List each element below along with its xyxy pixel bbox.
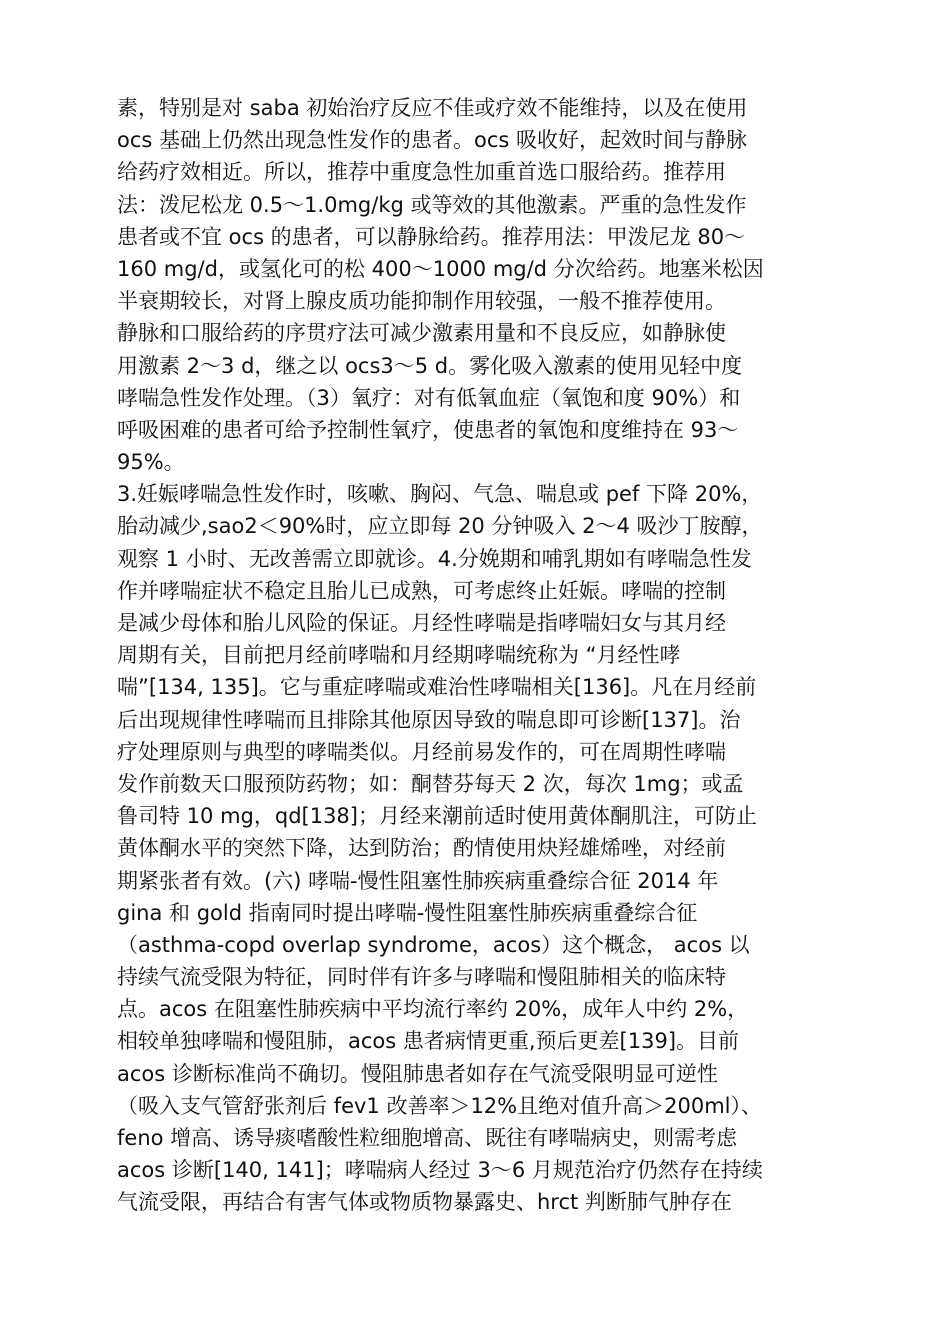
text-line: 法：泼尼松龙 0.5～1.0mg/kg 或等效的其他激素。严重的急性发作: [117, 192, 747, 217]
text-line: ocs 基础上仍然出现急性发作的患者。ocs 吸收好，起效时间与静脉: [117, 128, 748, 153]
text-line: 发作前数天口服预防药物；如：酮替芬每天 2 次，每次 1mg；或孟: [117, 771, 744, 796]
text-line: （asthma-copd overlap syndrome，acos）这个概念， acos 以: [117, 932, 750, 957]
text-line: acos 诊断[140, 141]；哮喘病人经过 3～6 月规范治疗仍然存在持续: [117, 1158, 763, 1183]
text-line: 气流受限，再结合有害气体或物质物暴露史、hrct 判断肺气肿存在: [117, 1190, 732, 1215]
text-line: 哮喘急性发作处理。（3）氧疗：对有低氧血症（氧饱和度 90%）和: [117, 385, 741, 410]
text-line: 胎动减少,sao2＜90%时，应立即每 20 分钟吸入 2～4 吸沙丁胺醇，: [117, 514, 763, 539]
text-line: 半衰期较长，对肾上腺皮质功能抑制作用较强，一般不推荐使用。: [117, 289, 726, 314]
text-line: 呼吸困难的患者可给予控制性氧疗，使患者的氧饱和度维持在 93～: [117, 417, 739, 442]
text-line: 观察 1 小时、无改善需立即就诊。4.分娩期和哺乳期如有哮喘急性发: [117, 546, 752, 571]
text-line: feno 增高、诱导痰嗜酸性粒细胞增高、既往有哮喘病史，则需考虑: [117, 1126, 738, 1150]
text-line: 持续气流受限为特征，同时伴有许多与哮喘和慢阻肺相关的临床特: [117, 965, 726, 990]
text-line: 相较单独哮喘和慢阻肺，acos 患者病情更重,预后更差[139]。目前: [117, 1029, 740, 1054]
text-line: （吸入支气管舒张剂后 fev1 改善率＞12%且绝对值升高＞200ml）、: [117, 1093, 762, 1118]
text-line: 黄体酮水平的突然下降，达到防治；酌情使用炔羟雄烯唑，对经前: [117, 836, 726, 861]
text-line: gina 和 gold 指南同时提出哮喘-慢性阻塞性肺疾病重叠综合征: [117, 900, 698, 925]
text-line: 素，特别是对 saba 初始治疗反应不佳或疗效不能维持，以及在使用: [117, 96, 748, 120]
text-line: 3.妊娠哮喘急性发作时，咳嗽、胸闷、气急、喘息或 pef 下降 20%，: [117, 482, 763, 507]
text-line: 喘”[134, 135]。它与重症哮喘或难治性哮喘相关[136]。凡在月经前: [117, 675, 757, 700]
text-line: 鲁司特 10 mg，qd[138]；月经来潮前适时使用黄体酮肌注，可防止: [117, 804, 757, 829]
text-line: 作并哮喘症状不稳定且胎儿已成熟，可考虑终止妊娠。哮喘的控制: [117, 578, 726, 603]
text-line: 患者或不宜 ocs 的患者，可以静脉给药。推荐用法：甲泼尼龙 80～: [117, 224, 746, 249]
text-line: 160 mg/d，或氢化可的松 400～1000 mg/d 分次给药。地塞米松因: [117, 256, 764, 281]
text-line: 疗处理原则与典型的哮喘类似。月经前易发作的，可在周期性哮喘: [117, 739, 726, 764]
text-line: 给药疗效相近。所以，推荐中重度急性加重首选口服给药。推荐用: [117, 160, 726, 185]
text-line: 用激素 2～3 d，继之以 ocs3～5 d。雾化吸入激素的使用见轻中度: [117, 353, 743, 378]
text-line: acos 诊断标准尚不确切。慢阻肺患者如存在气流受限明显可逆性: [117, 1061, 718, 1086]
body-text: [117, 92, 842, 1219]
text-line: 是减少母体和胎儿风险的保证。月经性哮喘是指哮喘妇女与其月经: [117, 611, 726, 635]
text-line: 后出现规律性哮喘而且排除其他原因导致的喘息即可诊断[137]。治: [117, 707, 741, 732]
text-line: 点。acos 在阻塞性肺疾病中平均流行率约 20%，成年人中约 2%，: [117, 997, 749, 1022]
text-line: 95%。: [117, 450, 185, 475]
text-line: 周期有关，目前把月经前哮喘和月经期哮喘统称为 “月经性哮: [117, 643, 681, 668]
text-line: 静脉和口服给药的序贯疗法可减少激素用量和不良反应，如静脉使: [117, 321, 726, 346]
text-line: 期紧张者有效。(六) 哮喘-慢性阻塞性肺疾病重叠综合征 2014 年: [117, 868, 719, 893]
